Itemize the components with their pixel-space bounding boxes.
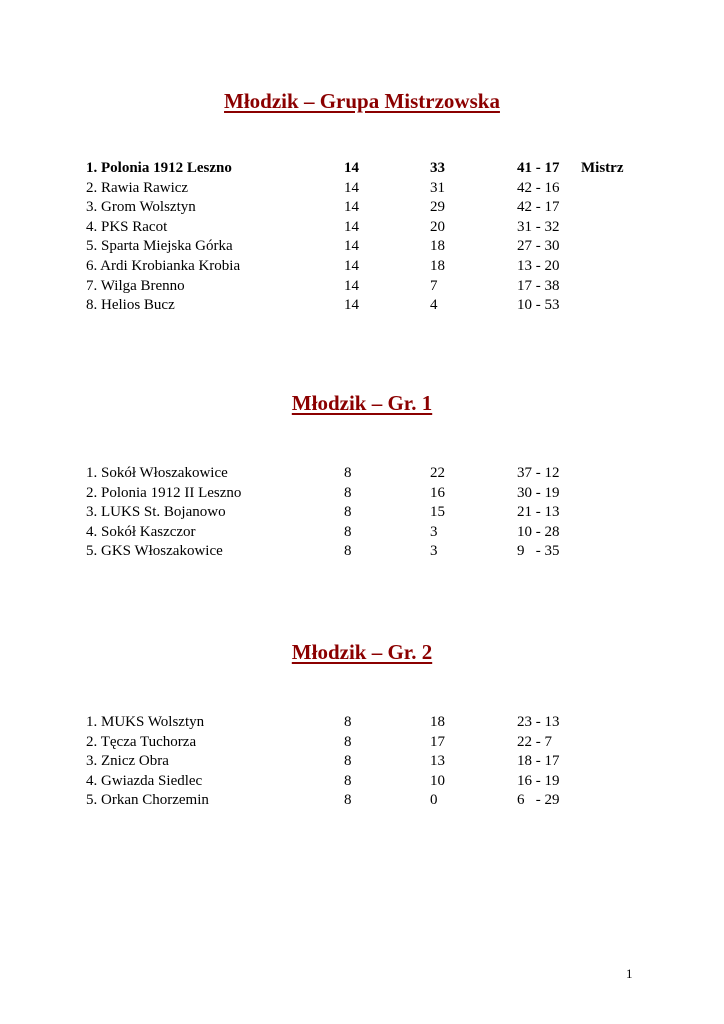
table-row	[0, 296, 724, 316]
goals: 41 - 17	[517, 160, 560, 176]
team-name: 5. Sparta Miejska Górka	[86, 238, 233, 255]
team-name: 6. Ardi Krobianka Krobia	[86, 257, 241, 274]
team-name: 5. GKS Włoszakowice	[86, 543, 223, 560]
table-row	[0, 791, 724, 811]
table-row	[0, 772, 724, 792]
matches-played: 8	[344, 772, 352, 789]
points: 10	[430, 772, 445, 789]
table-row	[0, 484, 724, 504]
table-row	[0, 257, 724, 277]
goals: 10 - 28	[517, 523, 560, 540]
goals: 30 - 19	[517, 484, 560, 501]
team-name: 5. Orkan Chorzemin	[86, 792, 209, 809]
goals: 16 - 19	[517, 772, 560, 789]
points: 13	[430, 753, 445, 770]
goals: 10 - 53	[517, 297, 560, 314]
table-row	[0, 159, 724, 179]
team-name: 4. Sokół Kaszczor	[86, 523, 196, 540]
matches-played: 8	[344, 504, 352, 521]
matches-played: 8	[344, 714, 352, 730]
team-name: 4. Gwiazda Siedlec	[86, 772, 203, 789]
goals: 23 - 13	[517, 714, 560, 730]
matches-played: 14	[344, 297, 359, 314]
points: 31	[430, 179, 445, 196]
points: 20	[430, 218, 445, 235]
table-row	[0, 713, 724, 733]
table-row	[0, 464, 724, 484]
team-name: 1. Sokół Włoszakowice	[86, 465, 228, 481]
points: 15	[430, 504, 445, 521]
points: 0	[430, 792, 438, 809]
team-name: 7. Wilga Brenno	[86, 277, 185, 294]
points: 18	[430, 238, 445, 255]
goals: 22 - 7	[517, 733, 552, 750]
table-row	[0, 752, 724, 772]
goals: 27 - 30	[517, 238, 560, 255]
points: 4	[430, 297, 438, 314]
matches-played: 14	[344, 277, 359, 294]
page-number: 1	[626, 966, 633, 981]
table-row	[0, 523, 724, 543]
matches-played: 14	[344, 179, 359, 196]
matches-played: 14	[344, 160, 359, 176]
standings-table-grupa-mistrzowska	[0, 159, 724, 316]
section-title-gr-1: Młodzik – Gr. 1	[291, 391, 433, 415]
standings-table-gr-1	[0, 464, 724, 562]
goals: 18 - 17	[517, 753, 560, 770]
points: 3	[430, 523, 438, 540]
champion-note: Mistrz	[581, 160, 624, 176]
matches-played: 8	[344, 543, 352, 560]
matches-played: 8	[344, 465, 352, 481]
goals: 37 - 12	[517, 465, 560, 481]
team-name: 1. MUKS Wolsztyn	[86, 714, 205, 730]
matches-played: 8	[344, 484, 352, 501]
matches-played: 8	[344, 733, 352, 750]
points: 18	[430, 714, 445, 730]
standings-table-gr-2	[0, 713, 724, 811]
goals: 13 - 20	[517, 257, 560, 274]
team-name: 4. PKS Racot	[86, 218, 168, 235]
points: 22	[430, 465, 445, 481]
table-row	[0, 277, 724, 297]
table-row	[0, 237, 724, 257]
goals: 17 - 38	[517, 277, 560, 294]
team-name: 3. LUKS St. Bojanowo	[86, 504, 226, 521]
matches-played: 14	[344, 257, 359, 274]
table-row	[0, 179, 724, 199]
table-row	[0, 218, 724, 238]
section-title-gr-2: Młodzik – Gr. 2	[291, 640, 433, 664]
table-row	[0, 503, 724, 523]
goals: 42 - 17	[517, 199, 560, 216]
points: 7	[430, 277, 438, 294]
team-name: 2. Tęcza Tuchorza	[86, 733, 197, 750]
matches-played: 8	[344, 792, 352, 809]
table-row	[0, 733, 724, 753]
points: 33	[430, 160, 445, 176]
goals: 6 - 29	[517, 792, 560, 809]
team-name: 2. Rawia Rawicz	[86, 179, 189, 196]
matches-played: 8	[344, 523, 352, 540]
points: 3	[430, 543, 438, 560]
goals: 42 - 16	[517, 179, 560, 196]
matches-played: 14	[344, 238, 359, 255]
table-row	[0, 198, 724, 218]
team-name: 3. Znicz Obra	[86, 753, 169, 770]
matches-played: 14	[344, 199, 359, 216]
points: 17	[430, 733, 445, 750]
matches-played: 8	[344, 753, 352, 770]
team-name: 2. Polonia 1912 II Leszno	[86, 484, 242, 501]
points: 18	[430, 257, 445, 274]
section-title-grupa-mistrzowska: Młodzik – Grupa Mistrzowska	[224, 89, 500, 113]
goals: 21 - 13	[517, 504, 560, 521]
team-name: 8. Helios Bucz	[86, 297, 175, 314]
points: 29	[430, 199, 445, 216]
team-name: 3. Grom Wolsztyn	[86, 199, 196, 216]
goals: 31 - 32	[517, 218, 560, 235]
points: 16	[430, 484, 445, 501]
table-row	[0, 542, 724, 562]
goals: 9 - 35	[517, 543, 560, 560]
matches-played: 14	[344, 218, 359, 235]
team-name: 1. Polonia 1912 Leszno	[86, 160, 232, 176]
